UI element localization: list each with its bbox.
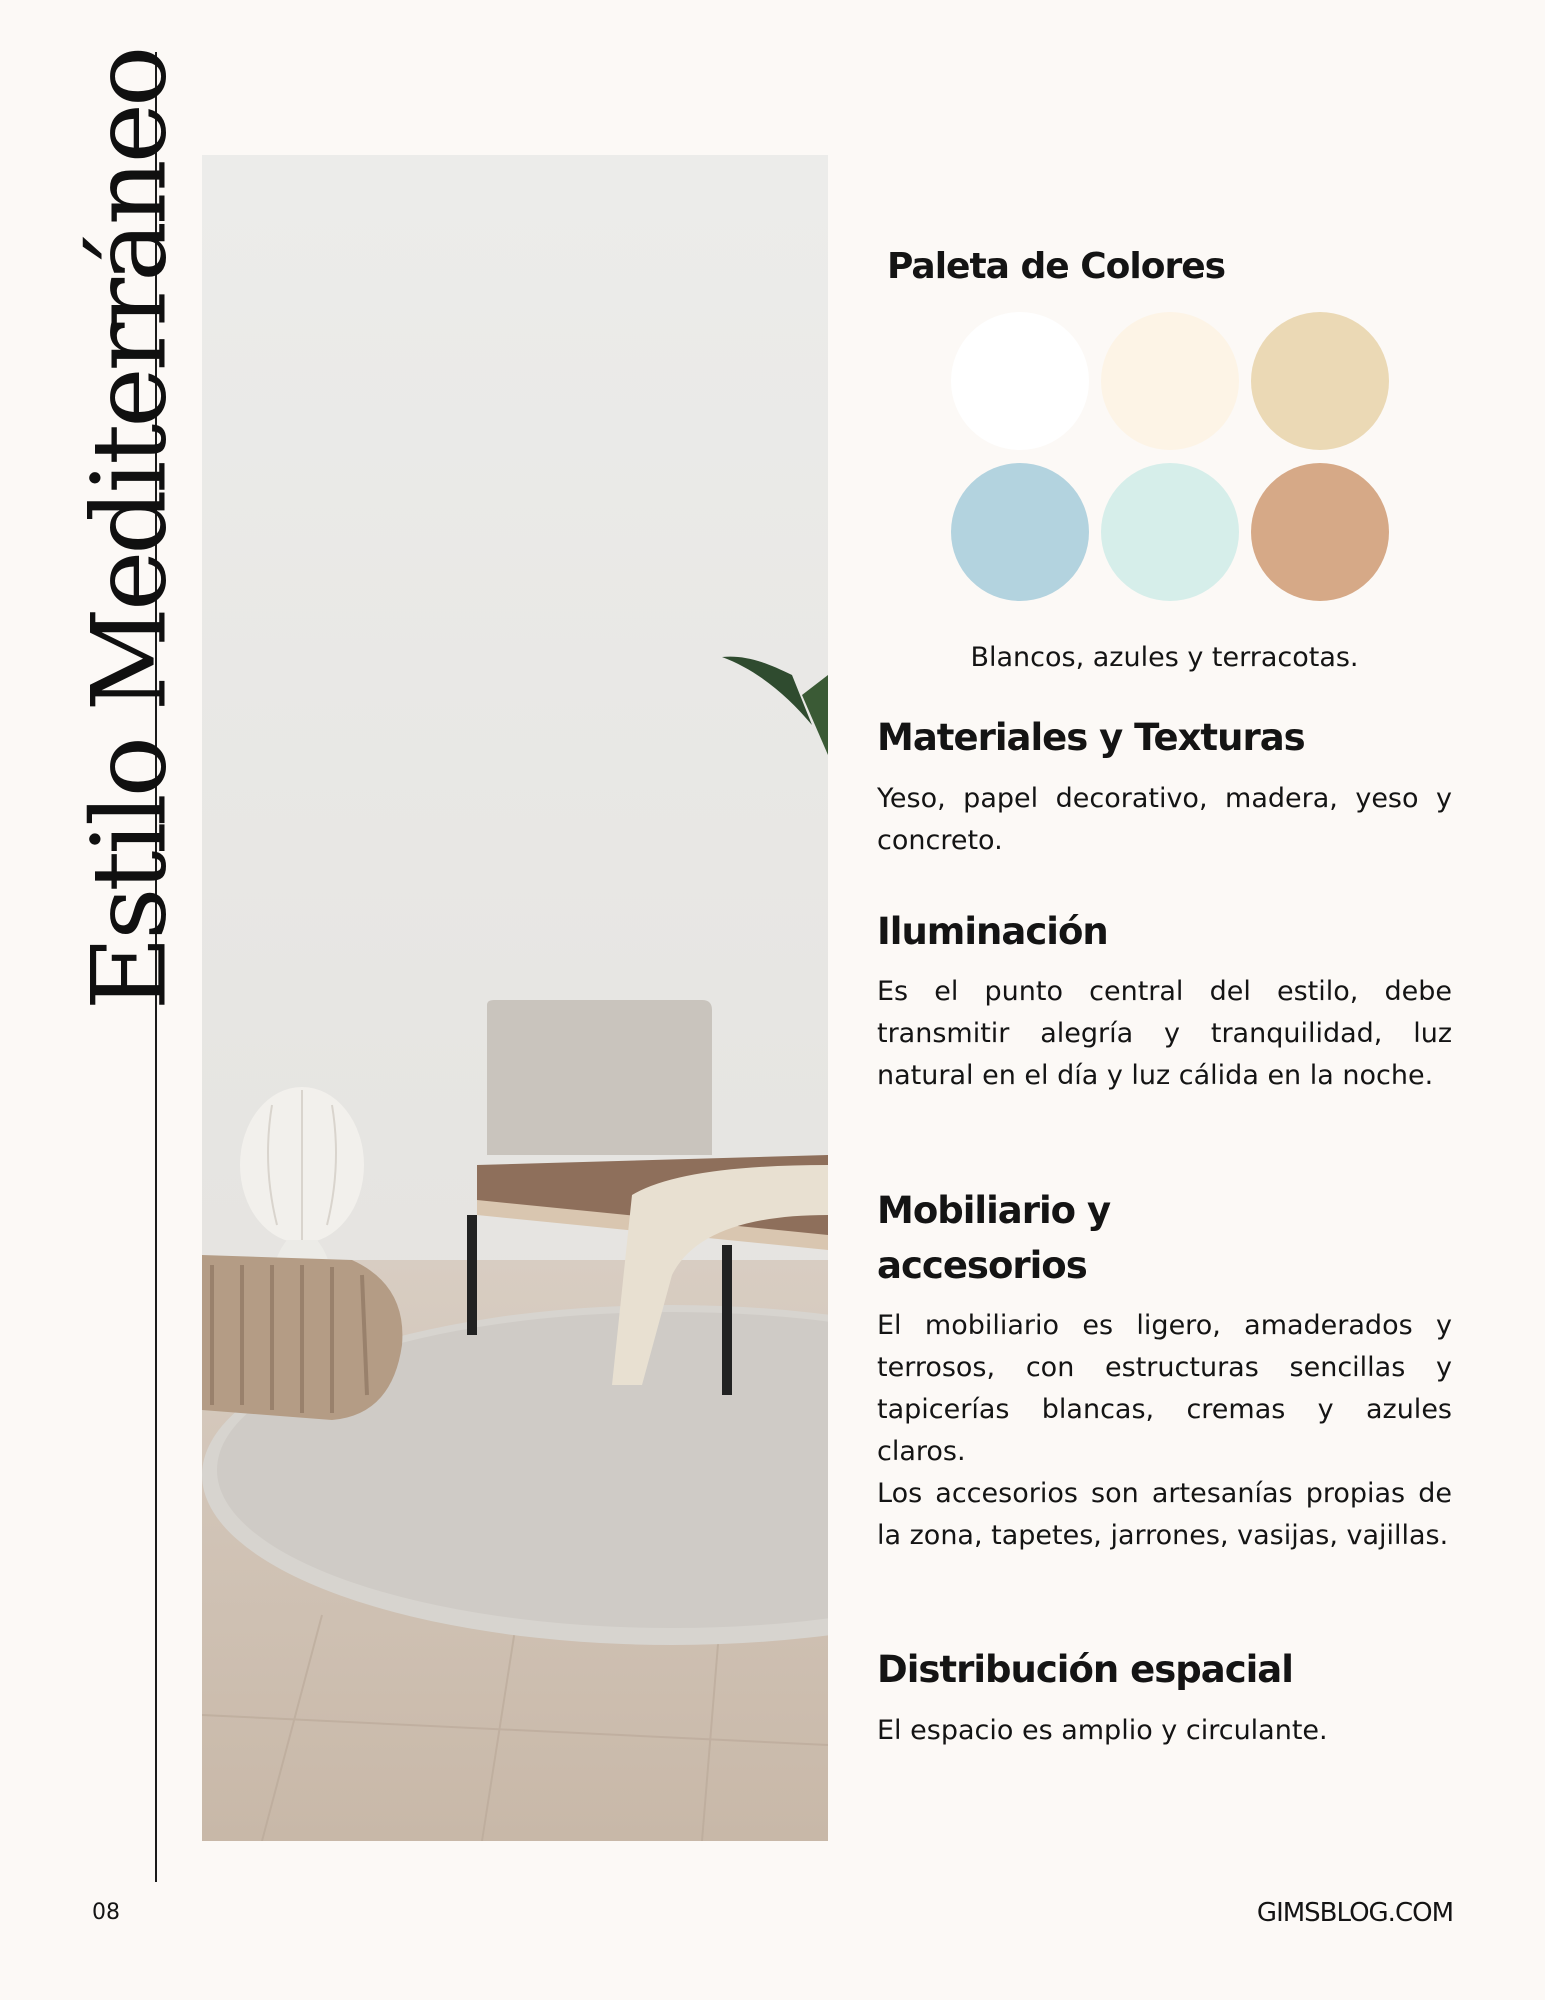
furniture-text-2: Los accesorios son artesanías propias de la zona, tapetes, jarrones, vasijas, vajillas. [877, 1478, 1452, 1551]
distribution-heading: Distribución espacial [877, 1648, 1293, 1691]
swatch-terracotta [1251, 463, 1389, 601]
lighting-text: Es el punto central del estilo, debe transmitir alegría y tranquilidad, luz natural en el día y luz cálida en la noche. [877, 976, 1452, 1091]
furniture-heading-line2: accesorios [877, 1244, 1087, 1287]
furniture-heading-line1: Mobiliario y [877, 1189, 1111, 1232]
palette-heading: Paleta de Colores [887, 246, 1226, 287]
palette-caption: Blancos, azules y terracotas. [970, 642, 1359, 673]
materials-heading: Materiales y Texturas [877, 716, 1305, 759]
page-title-wrapper [0, 0, 190, 1011]
lighting-heading: Iluminación [877, 910, 1108, 953]
furniture-text-1: El mobiliario es ligero, amaderados y terrosos, con estructuras sencillas y tapicerías blancas, cremas y azules claros. [877, 1310, 1452, 1467]
page-title: Estilo Mediterráneo [70, 49, 190, 1011]
interior-illustration [202, 155, 828, 1841]
interior-photo [202, 155, 828, 1841]
site-url: GIMSBLOG.COM [1256, 1898, 1453, 1928]
page-number: 08 [92, 1900, 120, 1925]
distribution-text: El espacio es amplio y circulante. [877, 1715, 1328, 1746]
swatch-sand [1251, 312, 1389, 450]
swatch-white [951, 312, 1089, 450]
swatch-mint [1101, 463, 1239, 601]
swatch-cream [1101, 312, 1239, 450]
materials-text: Yeso, papel decorativo, madera, yeso y concreto. [877, 783, 1452, 856]
swatch-light-blue [951, 463, 1089, 601]
